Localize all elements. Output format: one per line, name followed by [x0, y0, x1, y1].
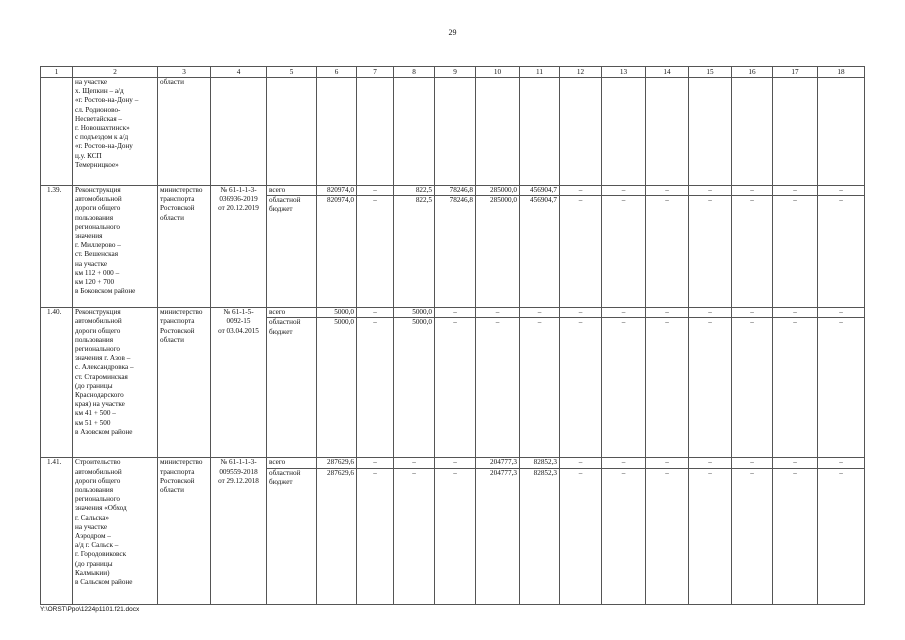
cell-amount: – — [602, 186, 646, 196]
cell-amount: 820974,0 — [317, 186, 357, 196]
cell-document: № 61-1-5- 0092-15 от 03.04.2015 — [211, 308, 267, 458]
column-number: 3 — [158, 67, 211, 78]
cell-funding-source: всего — [267, 308, 317, 318]
cell-amount: – — [560, 468, 602, 604]
column-number: 11 — [520, 67, 560, 78]
cell-amount: 456904,7 — [520, 186, 560, 196]
page-number: 29 — [448, 28, 457, 37]
cell-amount: – — [646, 458, 689, 468]
cell-amount: – — [689, 196, 732, 308]
cell-amount: 82852,3 — [520, 458, 560, 468]
cell-amount: – — [476, 308, 520, 318]
cell-amount: – — [394, 468, 435, 604]
cell-amount: – — [602, 458, 646, 468]
cell-amount: 287629,6 — [317, 468, 357, 604]
cell-amount: – — [394, 458, 435, 468]
cell-amount: 822,5 — [394, 196, 435, 308]
cell-amount: – — [520, 318, 560, 458]
cell-funding-source: областной бюджет — [267, 196, 317, 308]
column-number: 2 — [73, 67, 158, 78]
cell-amount: – — [773, 458, 818, 468]
column-number: 9 — [435, 67, 476, 78]
cell-amount: – — [773, 196, 818, 308]
column-number: 5 — [267, 67, 317, 78]
column-number: 6 — [317, 67, 357, 78]
cell-amount: – — [646, 468, 689, 604]
cell-funding-source: всего — [267, 186, 317, 196]
cell-amount: 5000,0 — [394, 308, 435, 318]
cell-amount: – — [732, 458, 773, 468]
cell-amount: – — [357, 458, 394, 468]
document-path: Y:\ORST\Ppo\1224p1101.f21.docx — [40, 606, 140, 613]
cell-document: № 61-1-1-3- 036936-2019 от 20.12.2019 — [211, 186, 267, 308]
cell-amount: 5000,0 — [394, 318, 435, 458]
cell-amount: 78246,8 — [435, 186, 476, 196]
cell-amount: – — [818, 458, 865, 468]
cell-amount: – — [689, 468, 732, 604]
cell-object-name: Реконструкция автомобильной дороги общего пользования регионального значения г. Миллерово – ст. Вешенская на участке км 112 + 000 – км 120 + 700 в Боковском районе — [73, 186, 158, 308]
cell-amount: – — [818, 308, 865, 318]
cell-amount: – — [689, 186, 732, 196]
column-number: 15 — [689, 67, 732, 78]
cell-amount: – — [646, 186, 689, 196]
cell-amount: – — [689, 318, 732, 458]
column-number: 8 — [394, 67, 435, 78]
cell-executor: министерство транспорта Ростовской области — [158, 308, 211, 458]
cell-amount: – — [646, 308, 689, 318]
cell-amount: 204777,3 — [476, 458, 520, 468]
cell-amount: 456904,7 — [520, 196, 560, 308]
cell-amount: – — [357, 308, 394, 318]
cell-amount: 822,5 — [394, 186, 435, 196]
cell-amount: – — [435, 458, 476, 468]
column-number: 12 — [560, 67, 602, 78]
cell-amount: – — [732, 318, 773, 458]
cell-amount: – — [818, 468, 865, 604]
cell-amount: – — [435, 308, 476, 318]
cell-amount: – — [560, 458, 602, 468]
column-number: 17 — [773, 67, 818, 78]
cell-amount: – — [689, 308, 732, 318]
cell-num: 1.39. — [41, 186, 73, 308]
cell-amount: 5000,0 — [317, 318, 357, 458]
cell-amount: – — [732, 196, 773, 308]
cell-amount: – — [773, 468, 818, 604]
column-number: 18 — [818, 67, 865, 78]
column-number: 1 — [41, 67, 73, 78]
cell-amount: 285000,0 — [476, 186, 520, 196]
cell-executor: области — [158, 78, 211, 186]
cell-amount: – — [732, 186, 773, 196]
cell-object-name: на участке х. Щепкин – а/д «г. Ростов-на-Дону – сл. Родионово- Несветайская – г. Новошахтинск» с подъездом к а/д «г. Ростов-на-Дону ц.у. КСП Темерницкое» — [73, 78, 158, 186]
column-number: 10 — [476, 67, 520, 78]
cell-num — [41, 78, 73, 186]
cell-amount: – — [818, 186, 865, 196]
cell-amount: – — [689, 458, 732, 468]
project-row — [41, 458, 865, 468]
cell-amount: 285000,0 — [476, 196, 520, 308]
cell-amount: – — [357, 318, 394, 458]
cell-num: 1.41. — [41, 458, 73, 604]
cell-amount: – — [560, 186, 602, 196]
cell-amount: 204777,3 — [476, 468, 520, 604]
continuation-row — [41, 78, 865, 186]
cell-amount: – — [732, 308, 773, 318]
cell-object-name: Реконструкция автомобильной дороги общего пользования регионального значения г. Азов – с. Александровка – ст. Староминская (до границы Краснодарского края) на участке км 41 + 500 – км 51 + 500 в Азовском районе — [73, 308, 158, 458]
cell-amount: – — [435, 318, 476, 458]
cell-amount: 82852,3 — [520, 468, 560, 604]
cell-amount: – — [560, 318, 602, 458]
cell-executor: министерство транспорта Ростовской области — [158, 186, 211, 308]
column-number: 13 — [602, 67, 646, 78]
cell-executor: министерство транспорта Ростовской области — [158, 458, 211, 604]
cell-amount: – — [357, 186, 394, 196]
cell-amount: 5000,0 — [317, 308, 357, 318]
cell-funding-source: всего — [267, 458, 317, 468]
column-number: 14 — [646, 67, 689, 78]
budget-table — [40, 66, 865, 605]
cell-amount: – — [773, 186, 818, 196]
cell-amount: – — [476, 318, 520, 458]
cell-amount: 287629,6 — [317, 458, 357, 468]
column-number-row — [41, 67, 865, 78]
cell-amount: – — [357, 468, 394, 604]
cell-amount: – — [435, 468, 476, 604]
cell-amount: – — [602, 308, 646, 318]
column-number: 7 — [357, 67, 394, 78]
cell-amount: – — [818, 196, 865, 308]
column-number: 16 — [732, 67, 773, 78]
cell-object-name: Строительство автомобильной дороги общего пользования регионального значения «Обход г. Сальска» на участке Аэродром – а/д г. Сальск – г. Городовиковск (до границы Калмыкии) в Сальском районе — [73, 458, 158, 604]
cell-amount: – — [646, 318, 689, 458]
cell-amount: 78246,8 — [435, 196, 476, 308]
cell-amount: – — [773, 318, 818, 458]
cell-funding-source: областной бюджет — [267, 318, 317, 458]
cell-amount: – — [602, 318, 646, 458]
cell-num: 1.40. — [41, 308, 73, 458]
cell-amount: – — [732, 468, 773, 604]
cell-amount: – — [560, 196, 602, 308]
cell-amount: – — [646, 196, 689, 308]
cell-amount: – — [357, 196, 394, 308]
cell-amount: – — [818, 318, 865, 458]
project-row — [41, 186, 865, 196]
cell-document: № 61-1-1-3- 009559-2018 от 29.12.2018 — [211, 458, 267, 604]
cell-amount: – — [560, 308, 602, 318]
cell-amount: – — [602, 196, 646, 308]
cell-funding-source: областной бюджет — [267, 468, 317, 604]
cell-amount: – — [602, 468, 646, 604]
cell-amount: – — [520, 308, 560, 318]
cell-amount: – — [773, 308, 818, 318]
project-row — [41, 308, 865, 318]
cell-amount: 820974,0 — [317, 196, 357, 308]
column-number: 4 — [211, 67, 267, 78]
